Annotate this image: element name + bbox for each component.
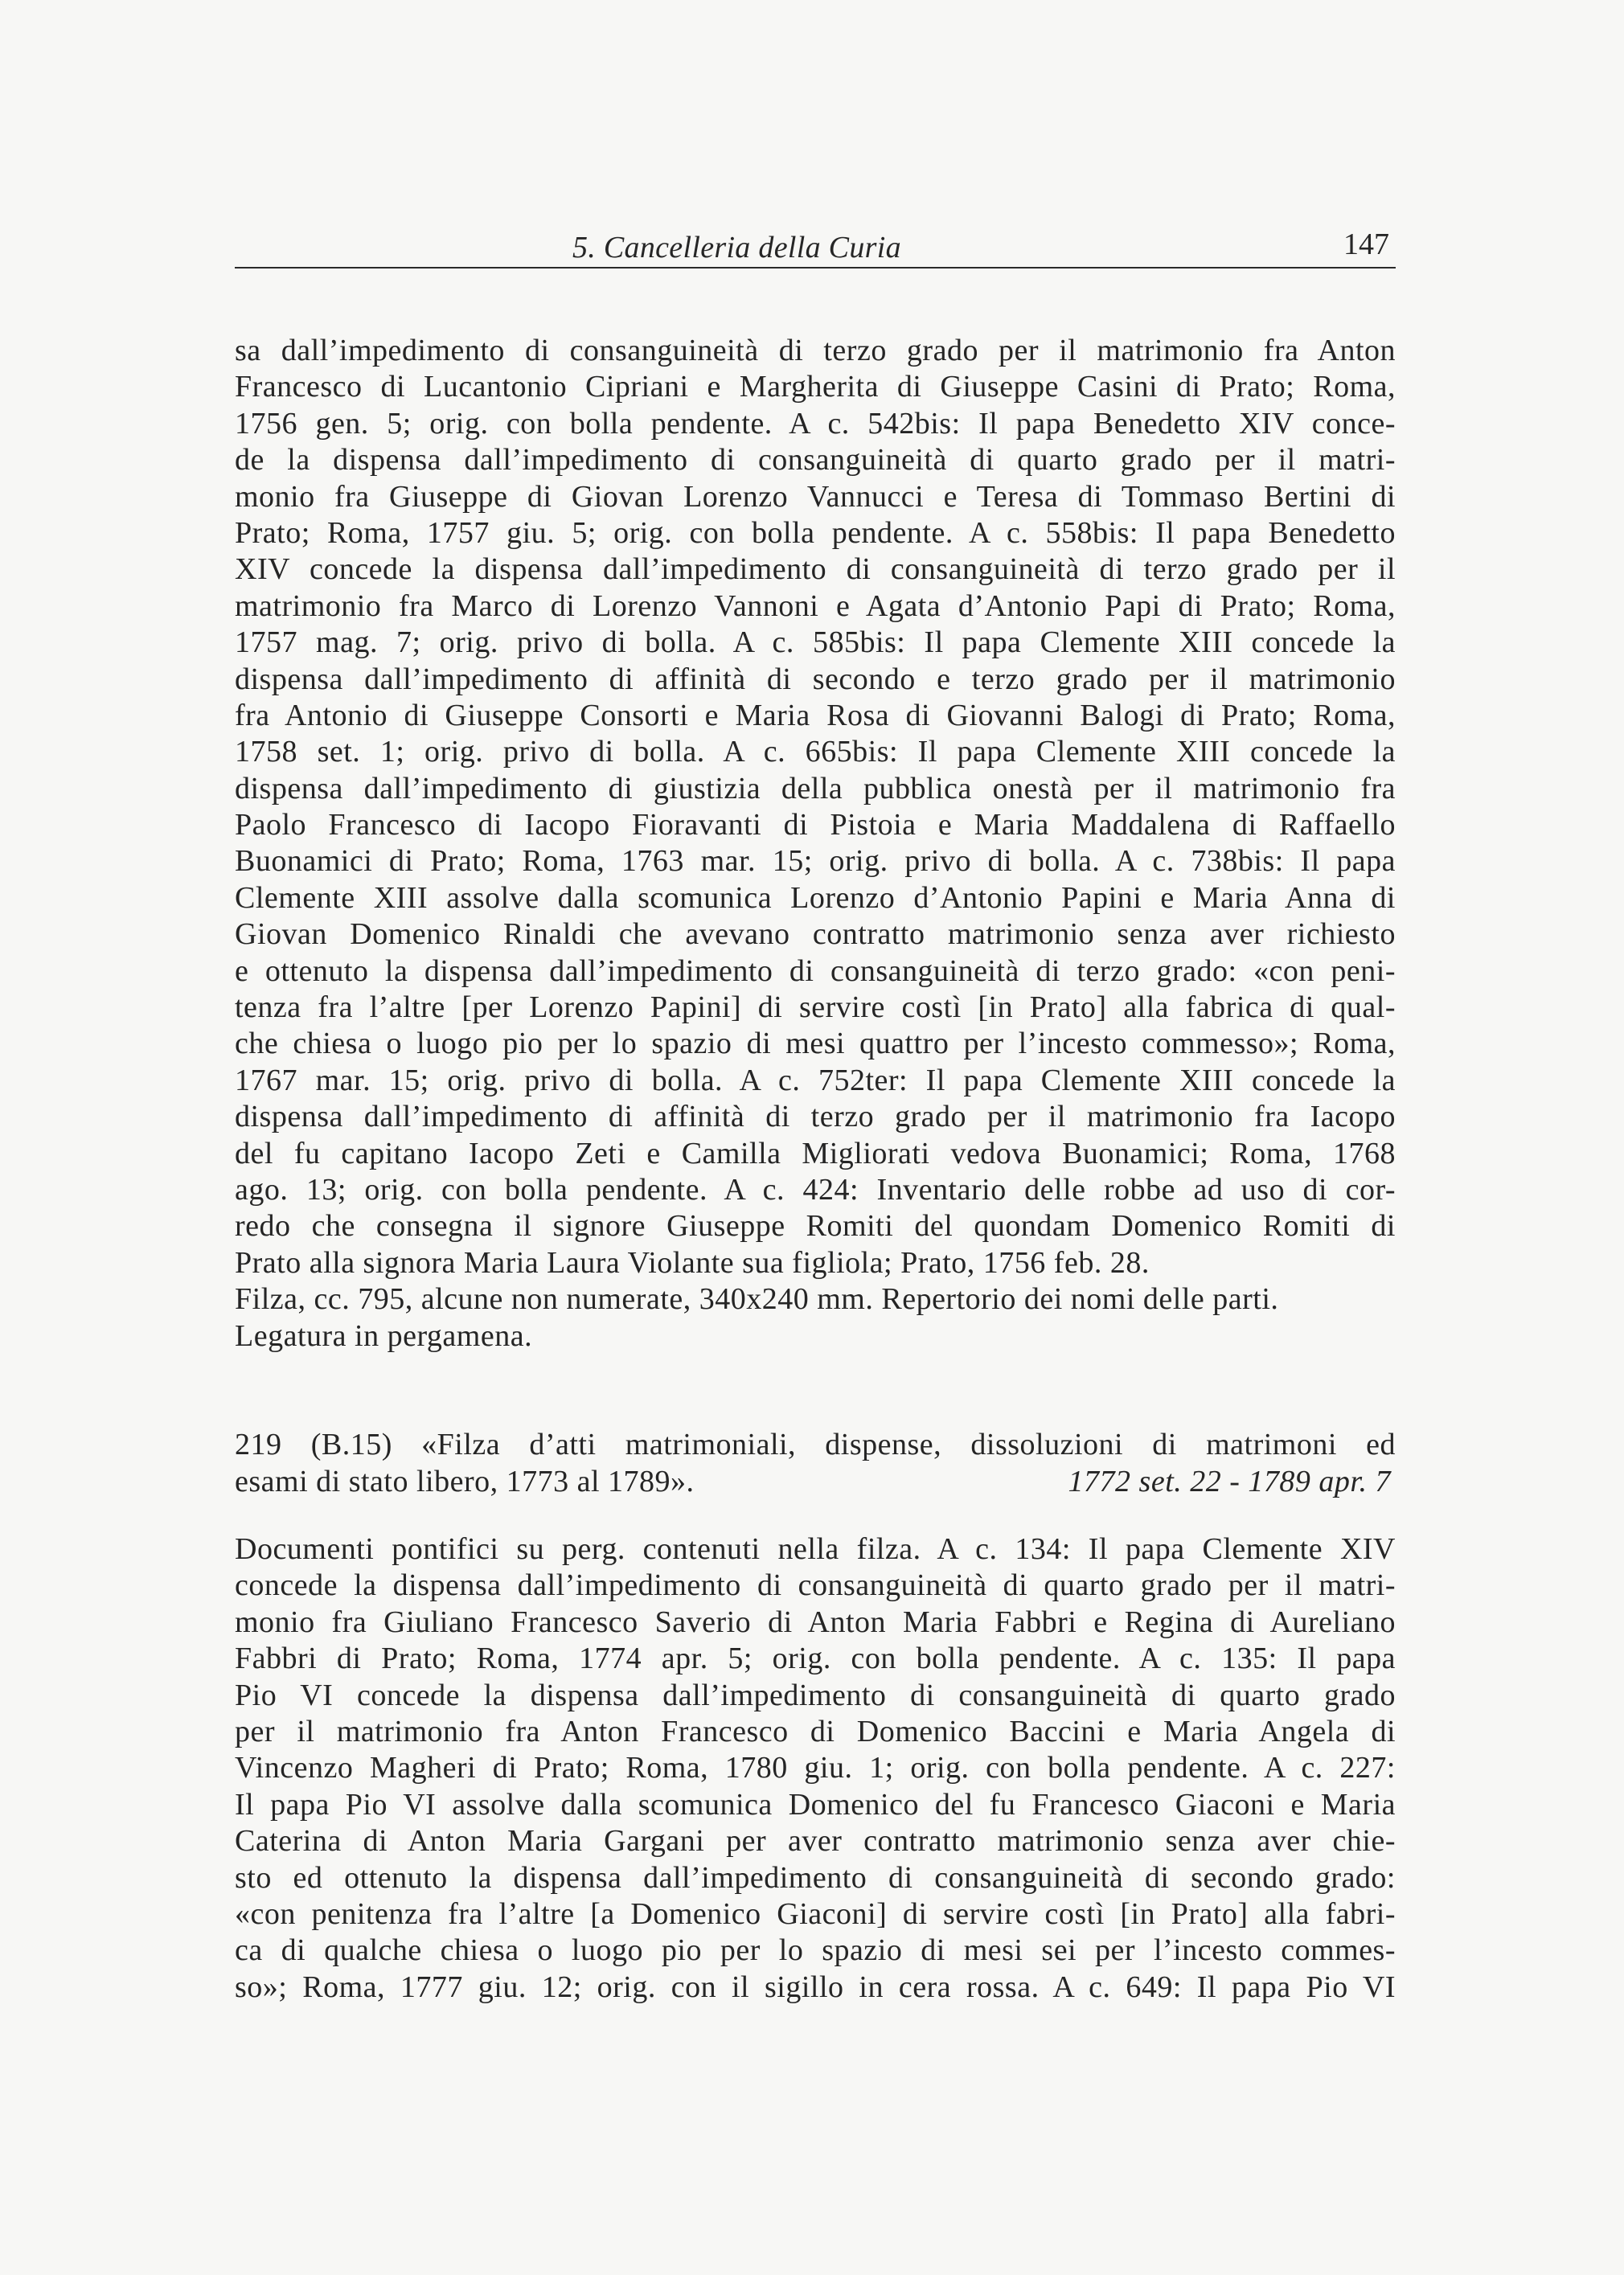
text-line: 1758 set. 1; orig. privo di bolla. A c. 665bis: Il papa Clemente XIII concede la bbox=[235, 735, 1396, 769]
running-head bbox=[235, 227, 1396, 268]
physical-description-line: Filza, cc. 795, alcune non numerate, 340x240 mm. Repertorio dei nomi delle parti. bbox=[235, 1282, 1279, 1317]
entry-date-range: 1772 set. 22 - 1789 apr. 7 bbox=[1068, 1465, 1391, 1498]
text-line: dispensa dall’impedimento di giustizia della pubblica onestà per il matrimonio fra bbox=[235, 771, 1396, 805]
running-title: 5. Cancelleria della Curia bbox=[572, 231, 901, 264]
text-line: Il papa Pio VI assolve dalla scomunica Domenico del fu Francesco Giaconi e Maria bbox=[235, 1787, 1396, 1822]
text-line: Buonamici di Prato; Roma, 1763 mar. 15; orig. privo di bolla. A c. 738bis: Il papa bbox=[235, 844, 1396, 879]
text-line: de la dispensa dall’impedimento di consanguineità di quarto grado per il matri- bbox=[235, 443, 1396, 478]
text-line: Fabbri di Prato; Roma, 1774 apr. 5; orig. con bolla pendente. A c. 135: Il papa bbox=[235, 1642, 1396, 1676]
text-line: redo che consegna il signore Giuseppe Romiti del quondam Domenico Romiti di bbox=[235, 1209, 1396, 1244]
text-line: 1756 gen. 5; orig. con bolla pendente. A c. 542bis: Il papa Benedetto XIV conce- bbox=[235, 406, 1396, 441]
text-line: XIV concede la dispensa dall’impedimento di consanguineità di terzo grado per il bbox=[235, 552, 1396, 587]
text-line: e ottenuto la dispensa dall’impedimento di consanguineità di terzo grado: «con peni- bbox=[235, 953, 1396, 988]
text-line: che chiesa o luogo pio per lo spazio di mesi quattro per l’incesto commesso»; Roma, bbox=[235, 1027, 1396, 1061]
text-line: Vincenzo Magheri di Prato; Roma, 1780 giu. 1; orig. con bolla pendente. A c. 227: bbox=[235, 1751, 1396, 1785]
text-line: monio fra Giuseppe di Giovan Lorenzo Vannucci e Teresa di Tommaso Bertini di bbox=[235, 479, 1396, 514]
entry-title-line: 219 (B.15) «Filza d’atti matrimoniali, dispense, dissoluzioni di matrimoni ed bbox=[235, 1428, 1396, 1461]
text-line: Caterina di Anton Maria Gargani per aver contratto matrimonio senza aver chie- bbox=[235, 1824, 1396, 1859]
text-line: «con penitenza fra l’altre [a Domenico Giaconi] di servire costì [in Prato] alla fabri- bbox=[235, 1896, 1396, 1931]
text-line: Giovan Domenico Rinaldi che avevano contratto matrimonio senza aver richiesto bbox=[235, 917, 1396, 952]
entry-title-line bbox=[235, 1463, 1396, 1500]
entry-title-end: esami di stato libero, 1773 al 1789». bbox=[235, 1465, 695, 1498]
text-line: Documenti pontifici su perg. contenuti nella filza. A c. 134: Il papa Clemente XIV bbox=[235, 1532, 1396, 1566]
text-line: concede la dispensa dall’impedimento di consanguineità di quarto grado per il matri- bbox=[235, 1568, 1396, 1603]
text-line: 1757 mag. 7; orig. privo di bolla. A c. 585bis: Il papa Clemente XIII concede la bbox=[235, 625, 1396, 660]
text-line: Francesco di Lucantonio Cipriani e Margherita di Giuseppe Casini di Prato; Roma, bbox=[235, 370, 1396, 404]
text-line: sto ed ottenuto la dispensa dall’impedimento di consanguineità di secondo grado: bbox=[235, 1860, 1396, 1895]
text-line: ca di qualche chiesa o luogo pio per lo spazio di mesi sei per l’incesto commes- bbox=[235, 1933, 1396, 1968]
text-line: 1767 mar. 15; orig. privo di bolla. A c. 752ter: Il papa Clemente XIII concede la bbox=[235, 1063, 1396, 1097]
physical-description-line: Legatura in pergamena. bbox=[235, 1318, 533, 1353]
text-line: Paolo Francesco di Iacopo Fioravanti di Pistoia e Maria Maddalena di Raffaello bbox=[235, 808, 1396, 842]
text-line: dispensa dall’impedimento di affinità di secondo e terzo grado per il matrimonio bbox=[235, 662, 1396, 696]
text-line: matrimonio fra Marco di Lorenzo Vannoni e Agata d’Antonio Papi di Prato; Roma, bbox=[235, 588, 1396, 623]
text-line: so»; Roma, 1777 giu. 12; orig. con il sigillo in cera rossa. A c. 649: Il papa Pio VI bbox=[235, 1970, 1396, 2004]
entry-219-heading bbox=[235, 1426, 1396, 1500]
text-line: dispensa dall’impedimento di affinità di terzo grado per il matrimonio fra Iacopo bbox=[235, 1100, 1396, 1134]
text-line: per il matrimonio fra Anton Francesco di Domenico Baccini e Maria Angela di bbox=[235, 1714, 1396, 1748]
text-line: Prato; Roma, 1757 giu. 5; orig. con bolla pendente. A c. 558bis: Il papa Benedetto bbox=[235, 515, 1396, 550]
text-line: fra Antonio di Giuseppe Consorti e Maria Rosa di Giovanni Balogi di Prato; Roma, bbox=[235, 698, 1396, 732]
text-line: monio fra Giuliano Francesco Saverio di Anton Maria Fabbri e Regina di Aureliano bbox=[235, 1605, 1396, 1639]
page-number: 147 bbox=[1343, 228, 1389, 261]
text-line: del fu capitano Iacopo Zeti e Camilla Migliorati vedova Buonamici; Roma, 1768 bbox=[235, 1136, 1396, 1170]
text-line: ago. 13; orig. con bolla pendente. A c. 424: Inventario delle robbe ad uso di cor- bbox=[235, 1172, 1396, 1207]
text-line: sa dall’impedimento di consanguineità di terzo grado per il matrimonio fra Anton bbox=[235, 334, 1396, 367]
text-line: Pio VI concede la dispensa dall’impedimento di consanguineità di quarto grado bbox=[235, 1678, 1396, 1712]
text-line: Clemente XIII assolve dalla scomunica Lorenzo d’Antonio Papini e Maria Anna di bbox=[235, 880, 1396, 915]
entry-219-body bbox=[235, 1531, 1396, 2006]
entry-218-continuation bbox=[235, 333, 1396, 1355]
text-line: Prato alla signora Maria Laura Violante sua figliola; Prato, 1756 feb. 28. bbox=[235, 1245, 1150, 1280]
text-line: tenza fra l’altre [per Lorenzo Papini] di servire costì [in Prato] alla fabrica di qual- bbox=[235, 990, 1396, 1025]
